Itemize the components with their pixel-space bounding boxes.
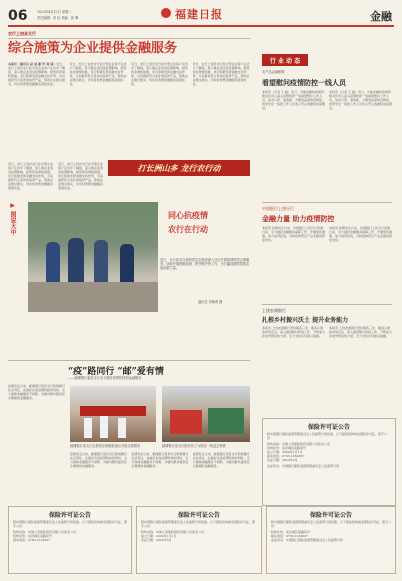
right-mid-columns: 本报讯 疫情发生以来，中国银行上饶分行迅速行动，全力做好金融服务保障工作，开通绿色通道，加大信贷投放，为防疫物资生产企业提供资金支持。 本报讯 疫情发生以来，中国银行上饶分行迅速行动，全力做好金融服务保障工作，开通绿色通道，加大信贷投放，为防疫物资生产企业提供资金支持。 (262, 226, 392, 242)
masthead-logo (161, 6, 251, 22)
section-tag: 行 业 动 态 (262, 54, 308, 66)
mid-photo-2 (162, 386, 250, 442)
kicker-rule (8, 38, 250, 39)
top-story-col1: 本报讯（通讯员 赵 诚 谢 军 周 倩）近日，农行上饶县支行在中型企业客户走访中了解到，某小微企业因受疫情影响，经营资金周转困难。该行积极发挥金融支持作用，为其推荐符合条件的信贷产品，帮助企业渡过难关，切实将普惠金融服务落到实处。 (8, 62, 66, 86)
right-divider-2 (262, 304, 392, 305)
top-story-columns-lower: 近日，农行上饶县支行在中型企业客户走访中了解到，某小微企业因受疫情影响，经营资金周转困难。该行积极发挥金融支持作用，为其推荐符合条件的信贷产品，帮助企业渡过难关，切实将普惠金融服务落到实处。 近日，农行上饶县支行在中型企业客户走访中了解到，某小微企业因受疫情影响，经营资金周转困难。该行积极发挥金融支持作用，为其推荐符合条件的信贷产品，帮助企业渡过难关，切实将普惠金融服务落到实处。 (8, 162, 104, 190)
top-story-kicker: 农行上饶县支行 (8, 31, 36, 36)
top-story-col2: 近日，农行上饶县支行在中型企业客户走访中了解到，某小微企业因受疫情影响，经营资金周转困难。该行积极发挥金融支持作用，为其推荐符合条件的信贷产品，帮助企业渡过难关，切实将普惠金融服务落到实处。 (69, 62, 127, 86)
top-story-banner: 打长洲山多 龙行农行动 (108, 160, 250, 176)
mid-caption-2: 邮储银行某支行组织员工为防疫一线送去物资 (162, 444, 226, 448)
header-rule (8, 25, 394, 27)
mid-caption-1: 邮储银行某支行志愿者在核酸检测点开展志愿服务 (70, 444, 141, 448)
right-top-title: 看望慰问疫情防控一线人员 (262, 78, 346, 87)
right-bottom-columns: 本报讯 上饶农商银行坚持服务三农、服务小微的市场定位，深入推进整村授信工作，不断加大涉农贷款投放力度，全力支持乡村振兴战略。 本报讯 上饶农商银行坚持服务三农、服务小微的市场定位，深入推进整村授信工作，不断加大涉农贷款投放力度，全力支持乡村振兴战略。 (262, 326, 392, 338)
photo-title-2: 农行在行动 (168, 224, 208, 234)
emblem-icon (161, 8, 171, 18)
top-story-title: 综合施策为企业提供金融服务 (8, 41, 178, 56)
notice-fields: 机构名称：中国人寿保险股份有限公司某支公司 机构住所：某县城区某路某号 成立日期：2000年1月1日 联系电话：0793-1234567 发证日期：2022年3月 (267, 442, 331, 462)
license-notice-3: 保险许可证公告 经中国银行保险监督管理委员会上饶监管分局批准，以下保险机构换发保险许可证，现予公告： 机构住所：某县城区某路某号 联系电话：0793-1234567 发证机关：中国银行保险监督管理委员会上饶监管分局 (266, 506, 396, 574)
photo-illustration (28, 202, 158, 312)
top-story-columns (8, 62, 250, 158)
masthead-title: 福建日报 (175, 8, 223, 21)
section-name: 金融 (370, 10, 392, 23)
right-mid-kicker: 中国银行上饶分行 (262, 206, 294, 211)
right-divider-1 (262, 202, 392, 203)
issue-date: 2022年4月12日 星期二 (37, 10, 72, 14)
photo-caption: 近日，农行某支行组织党员志愿者深入社区开展疫情防控志愿服务，协助开展核酸检测、秩序维护等工作，为打赢疫情防控阻击战贡献力量。 (160, 258, 250, 270)
right-bottom-kicker: 上饶农商银行 (262, 308, 286, 313)
mid-story-columns: 疫情发生以来，邮储银行某县支行积极履行社会责任，在做好自身疫情防控的同时，全力保障金融服务不间断，为辖内群众提供安全便捷的金融服务。 (8, 384, 66, 400)
top-story-col3: 近日，农行上饶县支行在中型企业客户走访中了解到，某小微企业因受疫情影响，经营资金周转困难。该行积极发挥金融支持作用，为其推荐符合条件的信贷产品，帮助企业渡过难关，切实将普惠金融服务落到实处。 (131, 62, 189, 86)
right-top-columns: 本报讯（记者 王 磊）近日，当地金融机构组织相关负责人深入疫情防控一线看望慰问工作人员，送去口罩、消毒液、方便食品等防疫物资，向坚守在一线的工作人员表示衷心感谢和崇高敬意。 本报讯（记者 王 磊）近日，当地金融机构组织相关负责人深入疫情防控一线看望慰问工作人员，送去口罩、消毒液、方便食品等防疫物资，向坚守在一线的工作人员表示衷心感谢和崇高敬意。 (262, 90, 392, 110)
mid-story-title: “疫”路同行 “邮”爱有情 (68, 367, 164, 377)
mid-top-rule (8, 360, 250, 361)
editor-line: 责任编辑：李 佳 美编：张 琳 (37, 16, 79, 20)
right-mid-title: 金融力量 助力疫情防控 (262, 214, 335, 223)
mid-story (8, 360, 250, 488)
mid-photo-1 (70, 386, 156, 442)
license-notice-2: 保险许可证公告 经中国银行保险监督管理委员会上饶监管分局批准，以下保险机构换发保险许可证，现予公告： 机构名称：中国人寿保险股份有限公司某支公司 成立日期：2000年1月1日 发证日期：2022年3月 (136, 506, 262, 574)
right-top-subtitle: 农产品金融保障 (262, 70, 285, 74)
photo-credit: 通讯员 李晓明 摄 (198, 300, 223, 304)
right-column (256, 30, 394, 360)
page-number: 06 (8, 8, 28, 24)
sidebar-strip: ▶ 图说大中 (9, 202, 16, 236)
license-notice-1: 保险许可证公告 经中国银行保险监督管理委员会上饶监管分局批准，以下保险机构换发保险许可证，现予公告： 机构名称：中国人寿保险股份有限公司某支公司 机构住所：某县城区某路某号 联系电话：0793-1234567 (8, 506, 132, 574)
photo-title-1: 同心抗疫情 (168, 210, 208, 220)
license-notice-large (262, 418, 396, 506)
right-bottom-title: 扎根乡村振兴沃土 提升业务能力 (262, 317, 349, 324)
notice-footer: 发证机关：中国银行保险监督管理委员会上饶监管分局 (267, 464, 340, 468)
top-story-col4: 近日，农行上饶县支行在中型企业客户走访中了解到，某小微企业因受疫情影响，经营资金周转困难。该行积极发挥金融支持作用，为其推荐符合条件的信贷产品，帮助企业渡过难关，切实将普惠金融服务落到实处。 (192, 62, 250, 86)
photo-story (28, 202, 250, 352)
mid-story-columns-lower: 疫情发生以来，邮储银行某县支行积极履行社会责任，在做好自身疫情防控的同时，全力保障金融服务不间断，为辖内群众提供安全便捷的金融服务。 疫情发生以来，邮储银行某县支行积极履行社会责任，在做好自身疫情防控的同时，全力保障金融服务不间断，为辖内群众提供安全便捷的金融服务。 疫情发生以来，邮储银行某县支行积极履行社会责任，在做好自身疫情防控的同时，全力保障金融服务不间断，为辖内群众提供安全便捷的金融服务。 (70, 452, 250, 468)
notice-body: 经中国银行保险监督管理委员会上饶监管分局批准，以下保险机构换发保险许可证，现予公告： (267, 432, 388, 440)
notice-title: 保险许可证公告 (307, 424, 350, 431)
top-story (8, 30, 250, 198)
mid-story-subtitle: ——邮储银行某县支行全力做好疫情防控和金融服务 (68, 376, 142, 380)
